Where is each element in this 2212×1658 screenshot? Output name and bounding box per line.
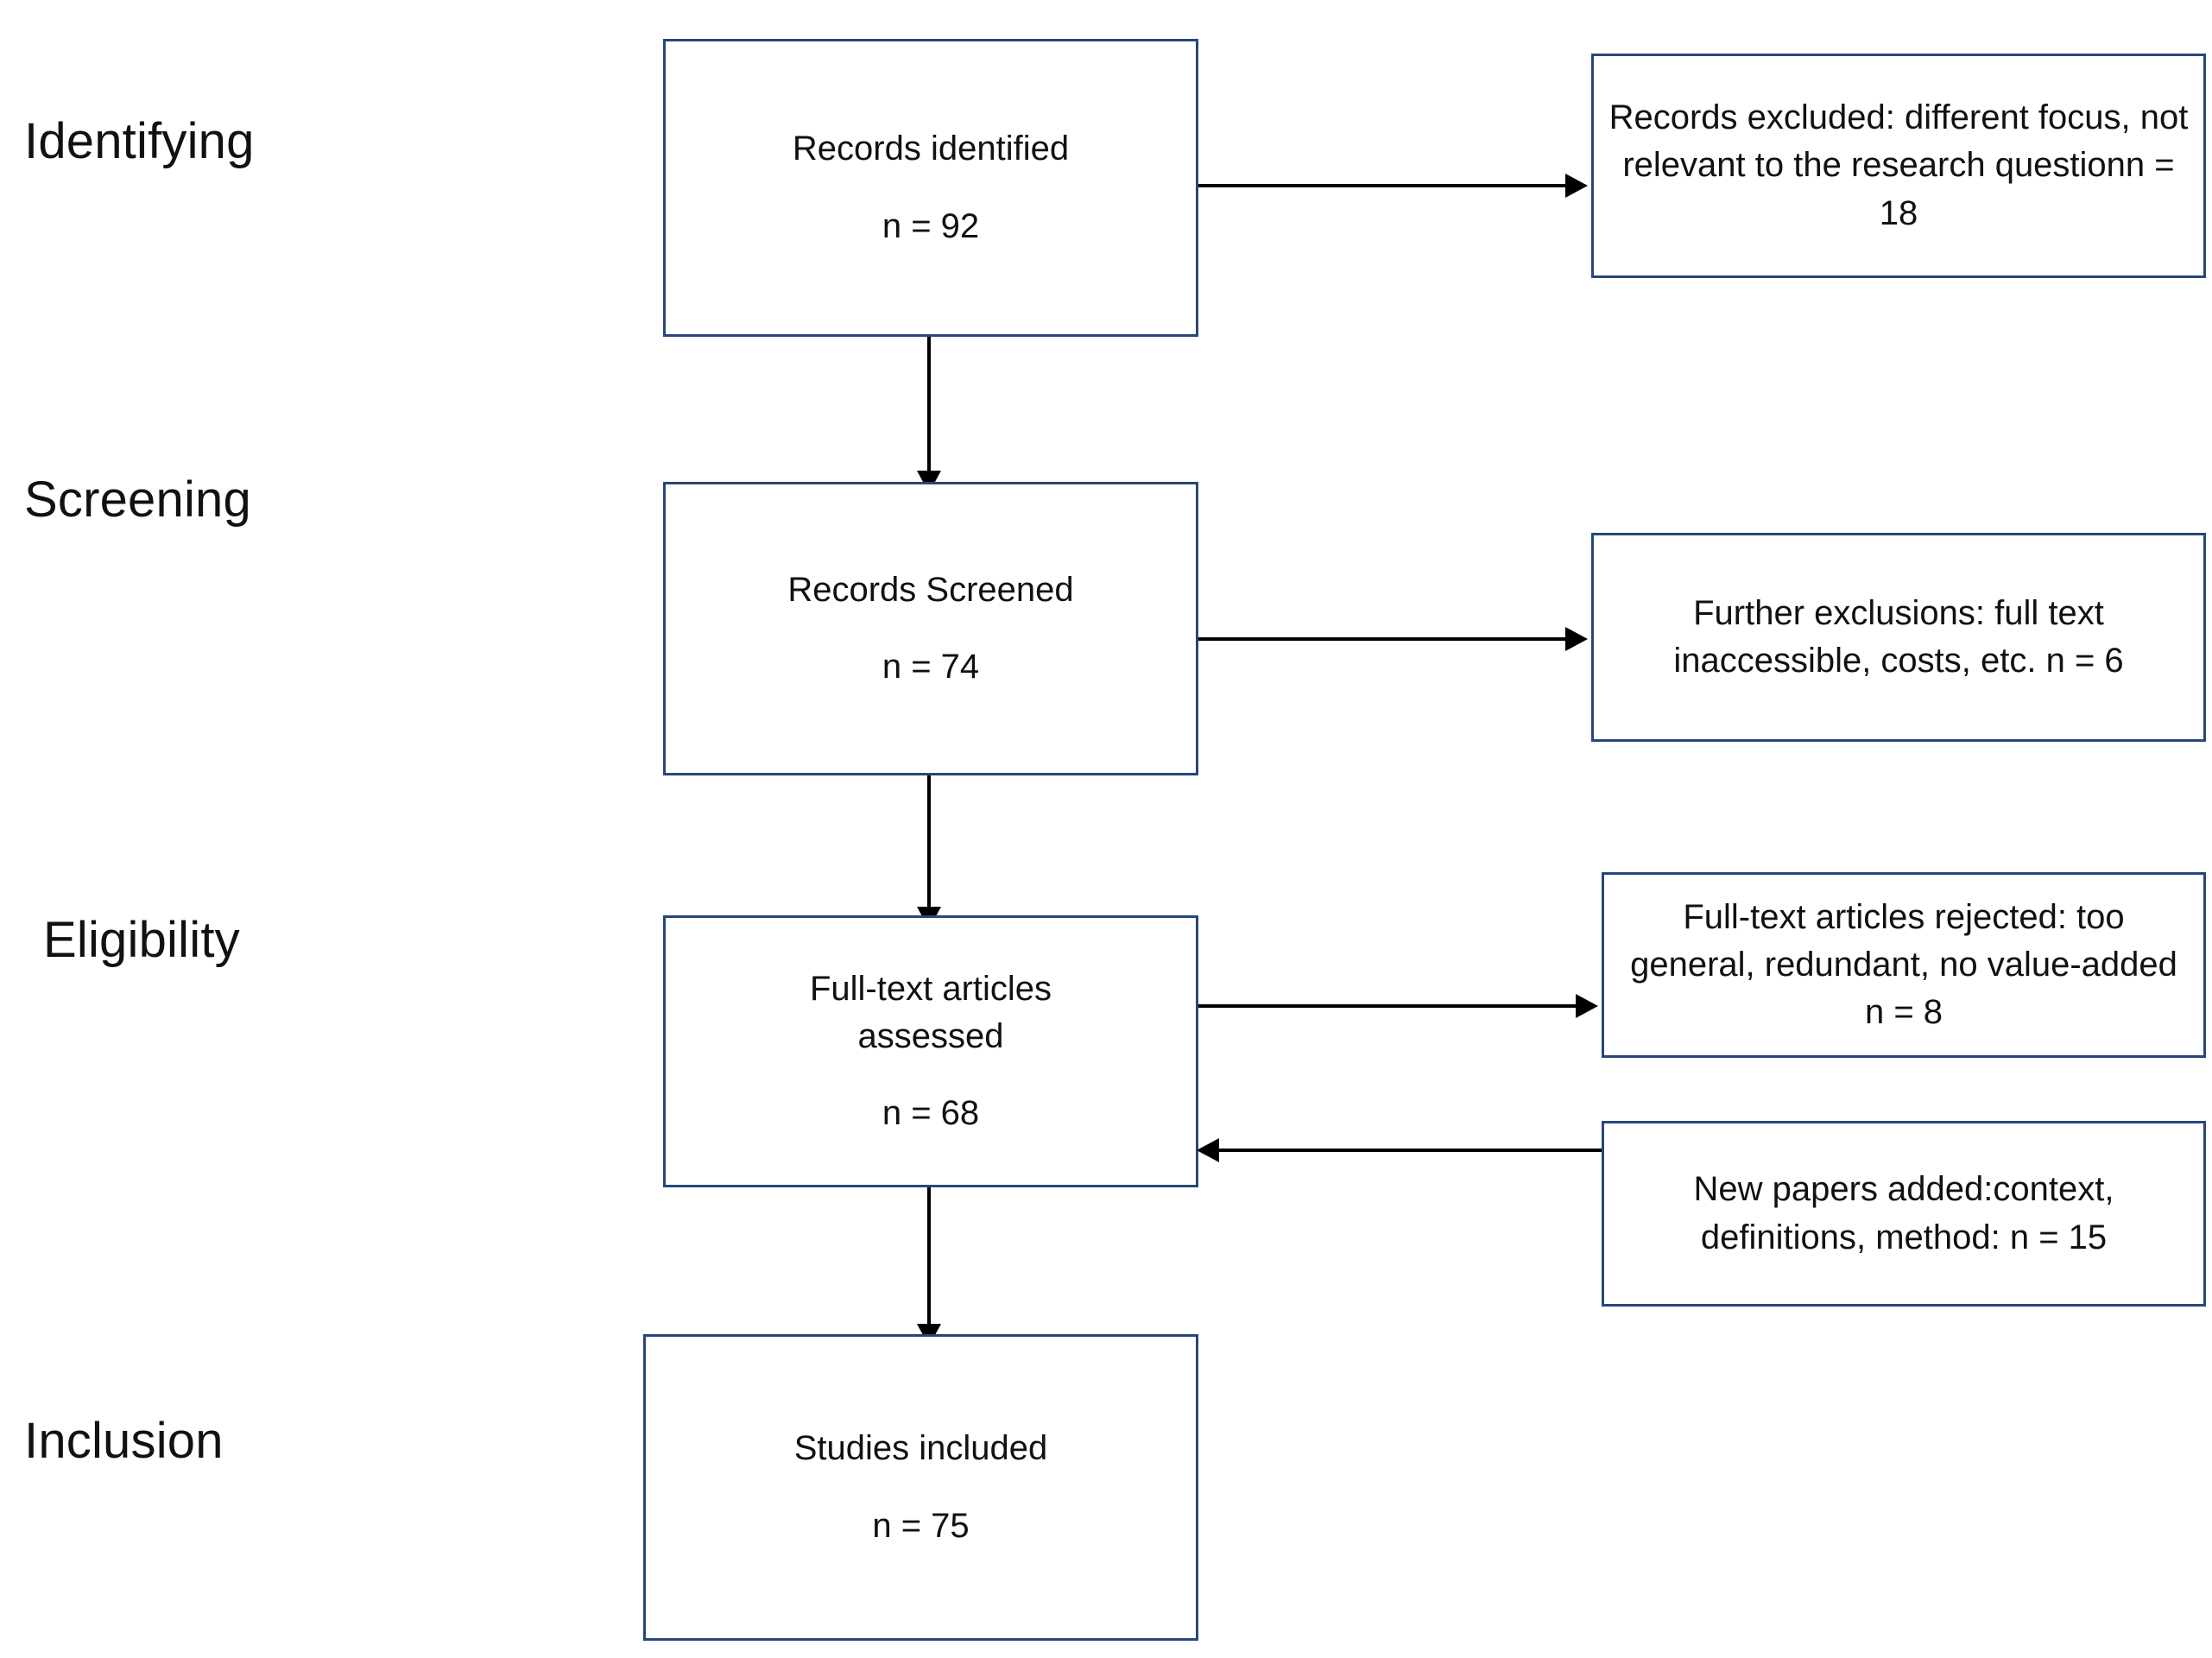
node-fulltext-assessed-count: n = 68 — [882, 1094, 980, 1133]
node-records-excluded — [1591, 54, 2206, 278]
node-records-screened-count: n = 74 — [882, 648, 980, 686]
node-new-papers-added — [1602, 1121, 2206, 1307]
node-fulltext-assessed-label-1: Full-text articles — [809, 969, 1052, 1008]
stage-label-eligibility: Eligibility — [43, 912, 240, 968]
arrow-screened-to-exclusions-head — [1565, 627, 1588, 651]
node-fulltext-rejected-text: Full-text articles rejected: too general, redundant, no value-added n = 8 — [1630, 897, 2177, 1032]
arrow-fulltext-to-rejected-line — [1198, 1004, 1576, 1008]
arrow-identified-to-excluded-line — [1198, 184, 1565, 187]
node-further-exclusions-text: Further exclusions: full text inaccessible, costs, etc. n = 6 — [1673, 593, 2124, 680]
arrow-screened-to-fulltext-line — [927, 775, 931, 914]
arrow-screened-to-exclusions-line — [1198, 637, 1565, 641]
stage-label-inclusion: Inclusion — [24, 1413, 224, 1469]
arrow-fulltext-to-included-line — [927, 1187, 931, 1330]
node-records-identified-label: Records identified — [792, 130, 1070, 168]
node-studies-included-count: n = 75 — [872, 1506, 970, 1545]
arrow-new-papers-to-fulltext-line — [1219, 1149, 1602, 1152]
arrow-identified-to-excluded-head — [1565, 174, 1588, 198]
arrow-identified-to-screened-line — [927, 337, 931, 475]
arrow-fulltext-to-rejected-head — [1576, 994, 1598, 1018]
node-further-exclusions — [1591, 533, 2206, 742]
node-records-screened-label: Records Screened — [787, 570, 1074, 609]
node-new-papers-added-text: New papers added:context, definitions, method: n = 15 — [1693, 1170, 2114, 1256]
stage-label-identifying: Identifying — [24, 113, 255, 169]
node-fulltext-rejected — [1602, 872, 2206, 1058]
node-fulltext-assessed-label-2: assessed — [857, 1016, 1004, 1055]
stage-label-screening: Screening — [24, 471, 251, 528]
node-fulltext-assessed — [663, 915, 1198, 1187]
node-records-excluded-text: Records excluded: different focus, not relevant to the research questionn = 18 — [1608, 98, 2189, 232]
node-records-identified-count: n = 92 — [882, 206, 980, 245]
node-studies-included — [643, 1334, 1198, 1641]
arrow-new-papers-to-fulltext-head — [1197, 1138, 1219, 1162]
node-records-identified — [663, 39, 1198, 337]
node-records-screened — [663, 482, 1198, 775]
node-studies-included-label: Studies included — [793, 1429, 1048, 1468]
